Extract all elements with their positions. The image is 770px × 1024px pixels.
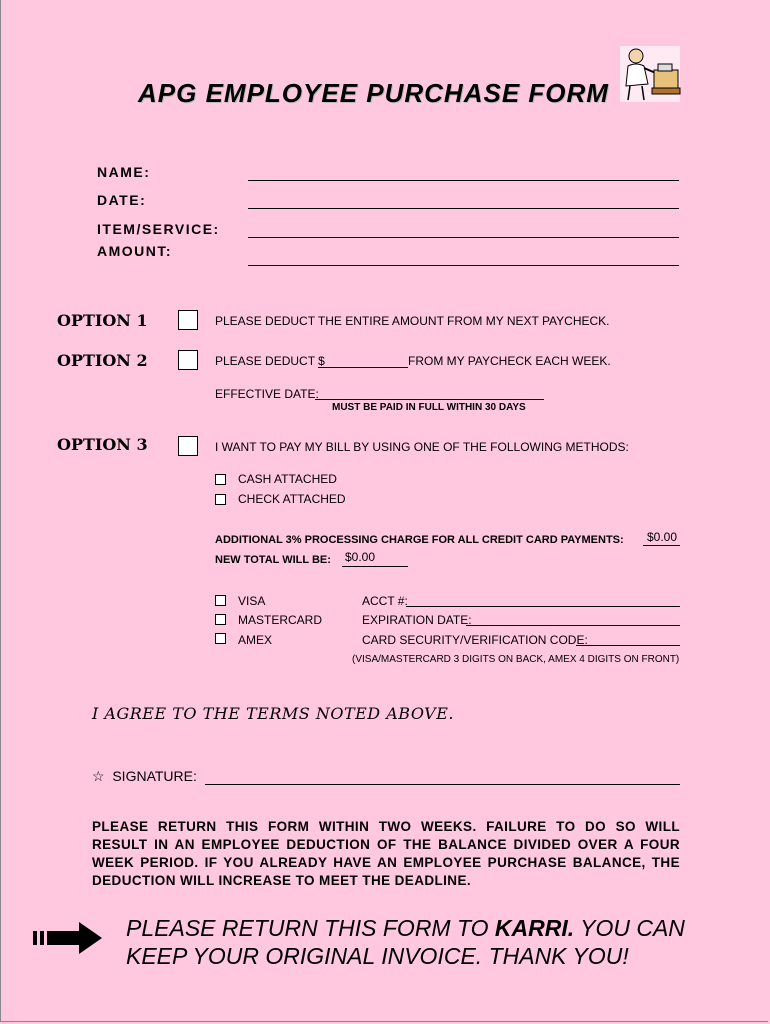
processing-charge-label: ADDITIONAL 3% PROCESSING CHARGE FOR ALL CREDIT CARD PAYMENTS: [215, 534, 624, 546]
effective-date-label: EFFECTIVE DATE: [215, 387, 319, 401]
acct-label: ACCT #: [362, 594, 408, 608]
check-attached-label: CHECK ATTACHED [238, 492, 346, 506]
cash-attached-checkbox[interactable] [215, 474, 226, 485]
effective-date-field[interactable] [315, 399, 544, 400]
option-3-text: I WANT TO PAY MY BILL BY USING ONE OF THE FOLLOWING METHODS: [215, 440, 629, 454]
cash-attached-label: CASH ATTACHED [238, 472, 337, 486]
option-2-checkbox[interactable] [178, 350, 198, 370]
return-notice: PLEASE RETURN THIS FORM WITHIN TWO WEEKS. FAILURE TO DO SO WILL RESULT IN AN EMPLOYEE DEDUCTION OF THE BALANCE DIVIDED OVER A FOUR WEEK PERIOD. IF YOU ALREADY HAVE AN EMPLOYEE PURCHASE BALANCE, THE DEDUCTION WILL INCREASE TO MEET THE DEADLINE. [92, 819, 680, 888]
option-3-checkbox[interactable] [178, 436, 198, 456]
expiration-label: EXPIRATION DATE: [362, 613, 472, 627]
option-2-text-b: FROM MY PAYCHECK EACH WEEK. [408, 354, 611, 368]
amount-field[interactable] [248, 265, 679, 266]
name-field[interactable] [248, 180, 679, 181]
new-total-line [342, 566, 408, 567]
date-field[interactable] [248, 208, 679, 209]
visa-label: VISA [238, 594, 266, 608]
item-service-field[interactable] [248, 237, 679, 238]
weekly-amount-field[interactable] [318, 367, 408, 368]
date-label: DATE: [97, 192, 147, 208]
amex-label: AMEX [238, 633, 273, 647]
arrow-right-icon [33, 920, 103, 956]
star-icon: ☆ [92, 768, 105, 784]
card-note: (VISA/MASTERCARD 3 DIGITS ON BACK, AMEX 4 DIGITS ON FRONT) [352, 654, 680, 665]
processing-charge-value: $0.00 [647, 530, 678, 544]
mastercard-checkbox[interactable] [215, 614, 226, 625]
signature-row [92, 768, 197, 785]
paid-in-full-note: MUST BE PAID IN FULL WITHIN 30 DAYS [332, 402, 526, 413]
form-title: APG EMPLOYEE PURCHASE FORM [138, 78, 609, 108]
new-total-label: NEW TOTAL WILL BE: [215, 554, 331, 566]
option-2-text-a: PLEASE DEDUCT $ [215, 354, 325, 368]
cashier-clipart-icon [618, 44, 682, 104]
signature-field[interactable] [205, 784, 680, 785]
agree-statement: I AGREE TO THE TERMS NOTED ABOVE. [92, 704, 454, 723]
return-name: KARRI. [494, 915, 575, 941]
return-message-a: PLEASE RETURN THIS FORM TO [126, 915, 495, 941]
option-1-checkbox[interactable] [178, 310, 198, 330]
amount-label: AMOUNT: [97, 243, 173, 259]
return-message-b: YOU CAN KEEP YOUR ORIGINAL INVOICE. THANK YOU! [126, 915, 685, 969]
name-label: NAME: [97, 164, 151, 180]
option-2-label: OPTION 2 [57, 351, 148, 370]
mastercard-label: MASTERCARD [238, 613, 323, 627]
amex-checkbox[interactable] [215, 633, 226, 644]
option-3-label: OPTION 3 [57, 435, 148, 454]
signature-label: SIGNATURE: [112, 768, 197, 784]
visa-checkbox[interactable] [215, 595, 226, 606]
return-message [126, 914, 726, 970]
check-attached-checkbox[interactable] [215, 494, 226, 505]
option-1-label: OPTION 1 [57, 311, 148, 330]
new-total-value: $0.00 [345, 550, 376, 564]
security-code-label: CARD SECURITY/VERIFICATION CODE: [362, 633, 588, 647]
expiration-field[interactable] [466, 625, 680, 626]
processing-charge-line [643, 545, 680, 546]
option-1-text: PLEASE DEDUCT THE ENTIRE AMOUNT FROM MY NEXT PAYCHECK. [215, 314, 610, 328]
item-service-label: ITEM/SERVICE: [97, 221, 220, 237]
security-code-field[interactable] [576, 645, 680, 646]
acct-field[interactable] [406, 606, 680, 607]
